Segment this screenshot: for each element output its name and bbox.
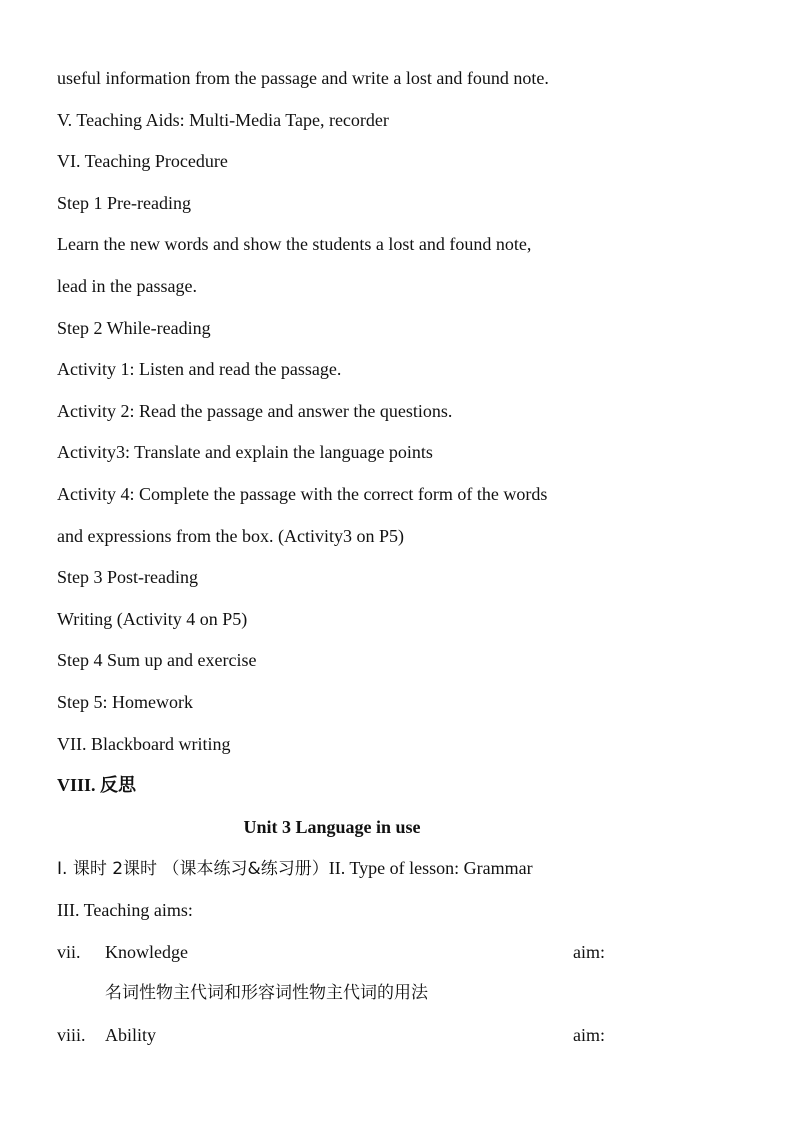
step-2-heading: Step 2 While-reading [57,318,211,338]
teaching-aims-heading: III. Teaching aims: [57,900,193,920]
knowledge-aim-detail: 名词性物主代词和形容词性物主代词的用法 [105,983,428,1003]
writing-line: Writing (Activity 4 on P5) [57,609,248,629]
step-1-description-line-2: lead in the passage. [57,276,197,296]
aim-numeral-knowledge: vii. [57,942,81,962]
teaching-aids-line: V. Teaching Aids: Multi-Media Tape, recorder [57,110,389,130]
lesson-line [57,857,533,880]
step-1-heading: Step 1 Pre-reading [57,193,191,213]
activity-3-line: Activity3: Translate and explain the language points [57,442,433,462]
reflection-heading [57,774,136,797]
aim-label-ability: Ability [105,1025,157,1045]
aim-suffix-knowledge: aim: [573,942,605,962]
blackboard-writing-heading: VII. Blackboard writing [57,734,231,754]
step-1-description-line-1: Learn the new words and show the students a lost and found note, [57,234,532,254]
activity-2-line: Activity 2: Read the passage and answer the questions. [57,401,453,421]
aim-numeral-ability: viii. [57,1025,86,1045]
aim-suffix-ability: aim: [573,1025,605,1045]
text-line-1: useful information from the passage and write a lost and found note. [57,68,549,88]
aim-label-knowledge: Knowledge [105,942,188,962]
activity-4-line-2: and expressions from the box. (Activity3 on P5) [57,526,404,546]
step-3-heading: Step 3 Post-reading [57,567,198,587]
lesson-type: II. Type of lesson: Grammar [328,858,533,878]
lesson-hours: I. 课时 2课时 （课本练习&练习册） [57,859,329,879]
step-4-heading: Step 4 Sum up and exercise [57,650,257,670]
reflection-number: VIII. [57,775,96,795]
activity-4-line-1: Activity 4: Complete the passage with the correct form of the words [57,484,548,504]
teaching-procedure-heading: VI. Teaching Procedure [57,151,228,171]
unit-title: Unit 3 Language in use [243,817,421,837]
activity-1-line: Activity 1: Listen and read the passage. [57,359,342,379]
step-5-heading: Step 5: Homework [57,692,193,712]
reflection-title: 反思 [100,775,137,796]
